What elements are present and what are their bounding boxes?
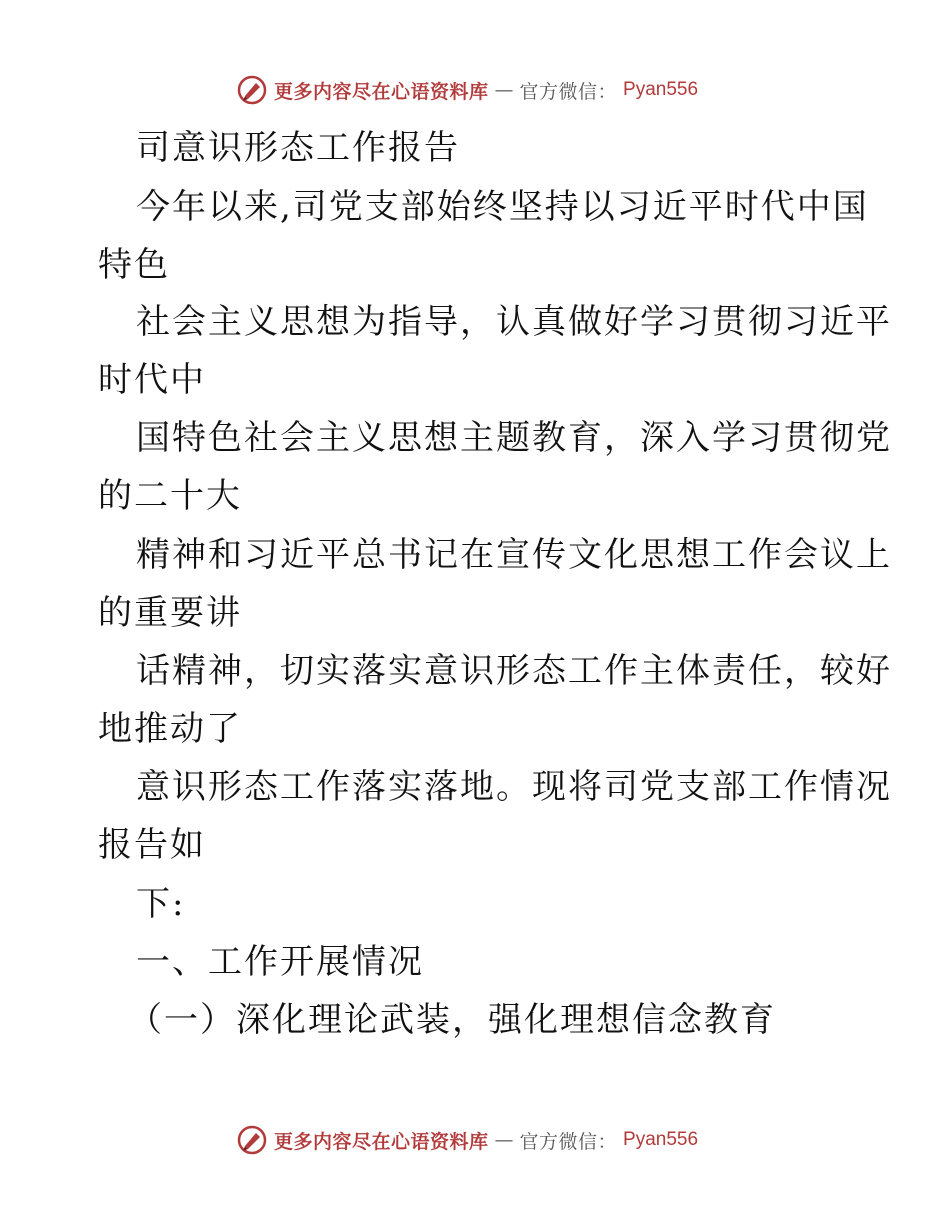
paragraph-line: 今年以来,司党支部始终坚持以习近平时代中国: [136, 187, 869, 227]
watermark-header: [236, 73, 698, 107]
watermark-separator: —: [494, 79, 514, 101]
watermark-text: 更多内容尽在心语资料库: [274, 80, 489, 103]
paragraph-line: 意识形态工作落实落地。现将司党支部工作情况: [136, 767, 892, 807]
paragraph-line: 时代中: [98, 360, 206, 400]
watermark-handle: Pyan556: [623, 79, 699, 100]
watermark-label: 官方微信：: [519, 80, 618, 103]
section-heading: 一、工作开展情况: [136, 942, 424, 982]
paragraph-line: 的二十大: [98, 476, 242, 516]
watermark-text: 更多内容尽在心语资料库: [274, 1130, 489, 1153]
paragraph-line: 特色: [98, 245, 170, 285]
subsection-heading: （一）深化理论武装，强化理想信念教育: [128, 1000, 776, 1040]
pen-logo-icon: [236, 1124, 268, 1156]
paragraph-line: 国特色社会主义思想主题教育，深入学习贯彻党: [136, 418, 892, 458]
watermark-label: 官方微信：: [519, 1130, 618, 1153]
paragraph-line: 精神和习近平总书记在宣传文化思想工作会议上: [136, 535, 892, 575]
paragraph-line: 下:: [136, 884, 186, 924]
watermark-handle: Pyan556: [623, 1129, 699, 1150]
watermark-footer: [236, 1123, 698, 1157]
pen-logo-icon: [236, 74, 268, 106]
paragraph-line: 的重要讲: [98, 593, 242, 633]
paragraph-line: 报告如: [98, 825, 206, 865]
document-title: 司意识形态工作报告: [136, 128, 460, 168]
paragraph-line: 地推动了: [98, 709, 242, 749]
paragraph-line: 社会主义思想为指导，认真做好学习贯彻习近平: [136, 302, 892, 342]
paragraph-line: 话精神，切实落实意识形态工作主体责任，较好: [136, 651, 892, 691]
watermark-separator: —: [494, 1129, 514, 1151]
